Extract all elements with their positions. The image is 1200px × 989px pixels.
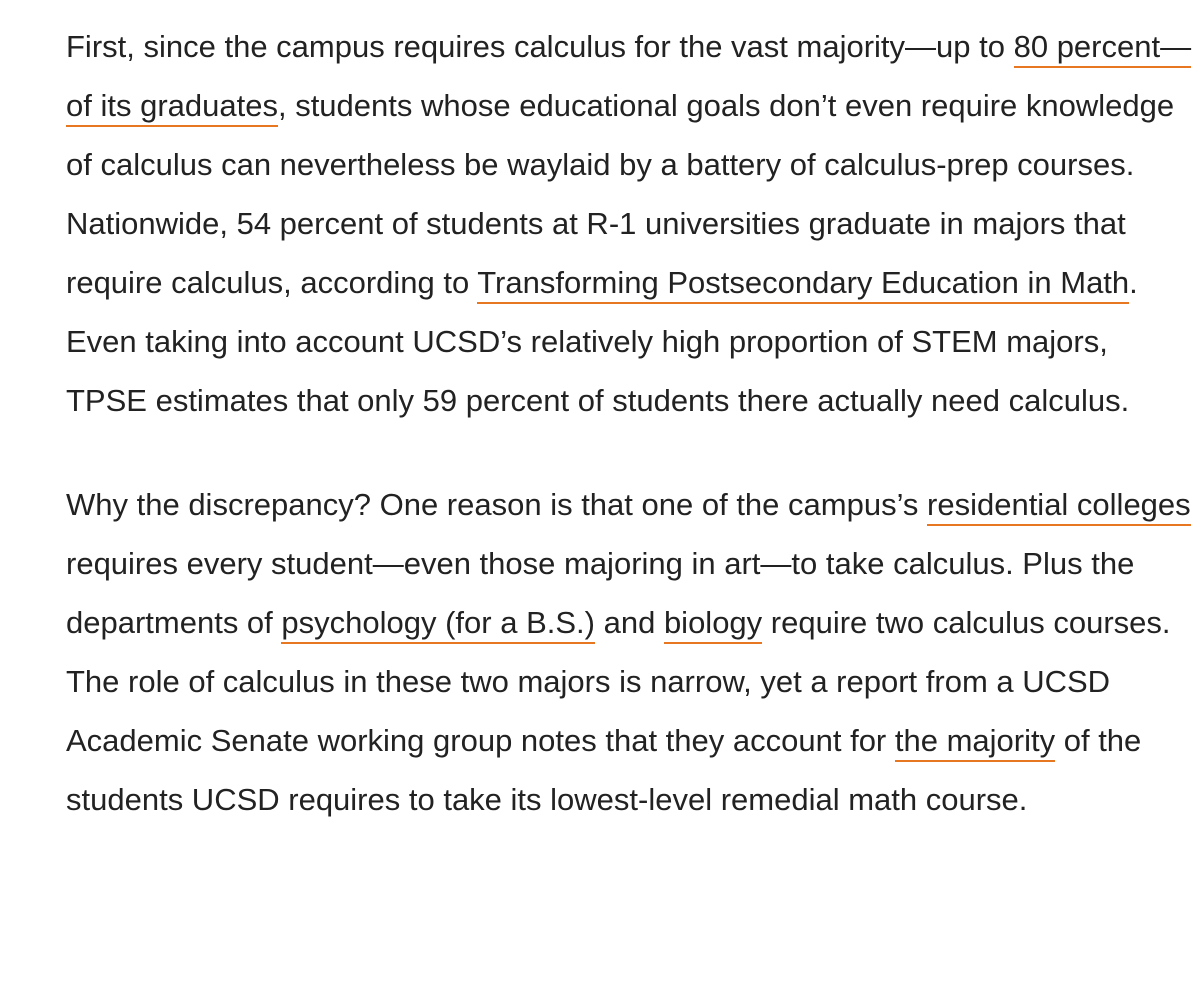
paragraph-text: and — [594, 605, 664, 640]
paragraph-text: requires every student—even those majoring in art—to take calculus. Plus the departments of — [66, 546, 1135, 640]
paragraph-text: . Even taking into account UCSD’s relatively high proportion of STEM majors, TPSE estimates that only 59 percent of students there actually need calculus. — [66, 265, 1138, 418]
link-80-percent-of-graduates[interactable]: 80 percent—of its graduates — [66, 29, 1191, 127]
paragraph-calculus-requirement — [66, 17, 1196, 430]
paragraph-text: of the students UCSD requires to take its lowest-level remedial math course. — [66, 723, 1142, 817]
article-body — [66, 17, 1196, 829]
link-biology[interactable]: biology — [664, 605, 762, 644]
link-residential-colleges[interactable]: residential colleges — [927, 487, 1191, 526]
link-psychology-bs[interactable]: psychology (for a B.S.) — [281, 605, 595, 644]
paragraph-text: Why the discrepancy? One reason is that one of the campus’s — [66, 487, 928, 522]
link-the-majority[interactable]: the majority — [895, 723, 1055, 762]
paragraph-text: , students whose educational goals don’t even require knowledge of calculus can nevertheless be waylaid by a battery of calculus-prep courses. Nationwide, 54 percent of students at R-1 universities graduate in majors that require calculus, according to — [66, 88, 1175, 300]
paragraph-text: require two calculus courses. The role of calculus in these two majors is narrow, yet a report from a UCSD Academic Senate working group notes that they account for — [66, 605, 1171, 758]
link-transforming-postsecondary-education[interactable]: Transforming Postsecondary Education in Math — [477, 265, 1129, 304]
paragraph-text: First, since the campus requires calculus for the vast majority—up to — [66, 29, 1014, 64]
paragraph-discrepancy — [66, 475, 1196, 829]
